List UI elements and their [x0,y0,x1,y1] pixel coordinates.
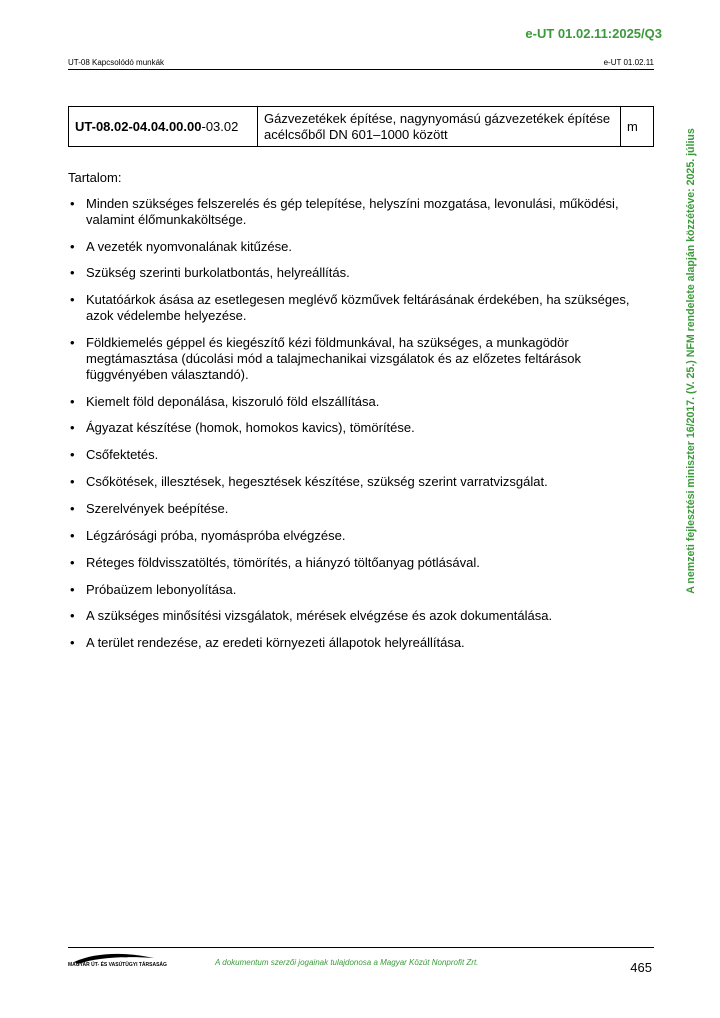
list-item: • Ágyazat készítése (homok, homokos kavics), tömörítése. [68,420,654,436]
publication-note [684,95,698,627]
running-header [68,58,654,70]
item-table [68,106,654,147]
logo-text: MAGYAR ÚT- ÉS VASÚTÜGYI TÁRSASÁG [68,962,167,968]
item-description: Gázvezetékek építése, nagynyomású gázvezetékek építése acélcsőből DN 601–1000 között [258,107,621,147]
list-item: • Szerelvények beépítése. [68,501,654,517]
copyright-notice: A dokumentum szerzői jogainak tulajdonosa a Magyar Közút Nonprofit Zrt. [215,958,479,967]
list-item: • Kiemelt föld deponálása, kiszoruló föld elszállítása. [68,394,654,410]
list-item: • Csőfektetés. [68,447,654,463]
list-item: • Földkiemelés géppel és kiegészítő kézi földmunkával, ha szükséges, a munkagödör megtámasztása (dúcolási mód a talajmechanikai vizsgálatok és az előzetes feltárások függvényében választandó). [68,335,654,383]
list-item: • Réteges földvisszatöltés, tömörítés, a hiányzó töltőanyag pótlásával. [68,555,654,571]
item-code-suffix: -03.02 [201,118,239,134]
footer-divider [68,947,654,948]
logo-swoosh-icon [68,950,167,972]
content-title: Tartalom: [68,170,122,185]
list-item: • Szükség szerinti burkolatbontás, helyreállítás. [68,265,654,281]
page-number: 465 [630,960,652,975]
section-title: UT-08 Kapcsolódó munkák [68,58,165,67]
list-item: • Csőkötések, illesztések, hegesztések készítése, szükség szerint varratvizsgálat. [68,474,654,490]
publication-note-text: A nemzeti fejlesztési miniszter 16/2017. (V. 25.) NFM rendelete alapján közzétéve: 2025. július [685,128,697,594]
list-item: • Kutatóárkok ásása az esetlegesen meglévő közművek feltárásának érdekében, ha szükséges, azok védelembe helyezése. [68,292,654,324]
item-code: UT-08.02-04.04.00.00 [75,118,202,134]
item-row [69,107,654,147]
section-code: e-UT 01.02.11 [603,58,654,67]
list-item: • A szükséges minősítési vizsgálatok, mérések elvégzése és azok dokumentálása. [68,608,654,624]
list-item: • A vezeték nyomvonalának kitűzése. [68,239,654,255]
list-item: • Próbaüzem lebonyolítása. [68,582,654,598]
item-code-cell [69,107,258,147]
content-list [68,196,654,651]
document-code: e-UT 01.02.11:2025/Q3 [525,26,662,41]
list-item: • Légzárósági próba, nyomáspróba elvégzése. [68,528,654,544]
item-unit: m [621,107,654,147]
list-item: • Minden szükséges felszerelés és gép telepítése, helyszíni mozgatása, levonulási, működési, valamint élőmunkaköltsége. [68,196,654,228]
list-item: • A terület rendezése, az eredeti környezeti állapotok helyreállítása. [68,635,654,651]
content-section [68,170,654,662]
